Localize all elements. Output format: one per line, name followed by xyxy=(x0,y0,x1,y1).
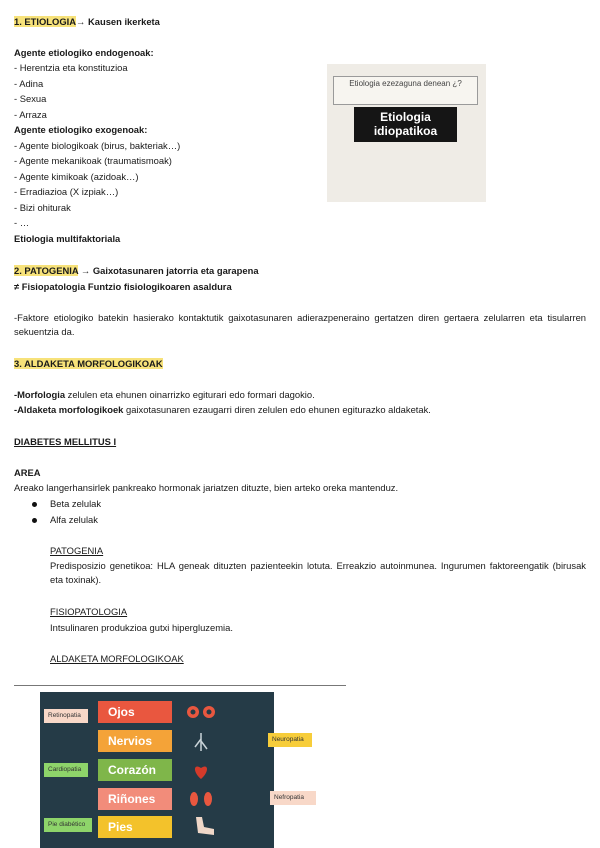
tag-pie-diabetico: Pie diabético xyxy=(44,818,92,832)
tag-cardiopatia: Cardiopatia xyxy=(44,763,88,777)
area-text: Areako langerhansirlek pankreako hormonak jariatzen dituzte, bien arteko oreka mantenduz. xyxy=(14,482,399,493)
section3-heading-label: 3. ALDAKETA MORFOLOGIKOAK xyxy=(14,358,163,369)
fisiopatologia-subtitle: FISIOPATOLOGIA xyxy=(50,606,128,617)
endo-item: - Adina xyxy=(14,78,44,89)
section1-heading-rest: → Kausen ikerketa xyxy=(76,16,160,27)
aldaketa-line xyxy=(14,403,431,416)
section2-heading-label: 2. PATOGENIA xyxy=(14,265,79,276)
fisiopatologia-text: Intsulinaren produkzioa gutxi hipergluzemia. xyxy=(50,622,233,633)
section2-heading-rest: → Gaixotasunaren jatorria eta garapena xyxy=(80,265,259,276)
list-item: Beta zelulak xyxy=(50,498,102,509)
exo-item: - Agente biologikoak (birus, bakteriak…) xyxy=(14,140,181,151)
bullet-icon xyxy=(32,502,37,507)
complications-figure xyxy=(14,692,320,848)
exo-title: Agente etiologiko exogenoak: xyxy=(14,124,148,135)
organ-ojos: Ojos xyxy=(98,701,172,723)
tag-retinopatia: Retinopatia xyxy=(44,709,88,723)
exo-item: - Agente mekanikoak (traumatismoak) xyxy=(14,155,172,166)
multifactorial-note: Etiologia multifaktoriala xyxy=(14,233,121,244)
morfologia-line xyxy=(14,388,315,401)
endo-item: - Herentzia eta konstituzioa xyxy=(14,62,128,73)
exo-item: - Agente kimikoak (azidoak…) xyxy=(14,171,139,182)
endo-item: - Arraza xyxy=(14,109,47,120)
etiology-figure xyxy=(327,64,486,202)
exo-item: - Bizi ohiturak xyxy=(14,202,71,213)
organ-rinones: Riñones xyxy=(98,788,172,810)
tag-nefropatia: Nefropatia xyxy=(270,791,316,805)
heart-icon xyxy=(195,766,207,779)
patogenia-text: Predisposizio genetikoa: HLA geneak dituzten pazienteekin lotuta. Erreakzio autoinmunea. Ingurumen faktoreengatik (birusak eta toxinak). xyxy=(50,560,586,585)
diabetes-title: DIABETES MELLITUS I xyxy=(14,436,117,447)
eyes-icon xyxy=(187,706,215,718)
aldaketa-term: -Aldaketa morfologikoek xyxy=(14,404,124,415)
section1-heading-label: 1. ETIOLOGIA xyxy=(14,16,76,27)
section1-heading xyxy=(14,15,160,28)
patogenia-paragraph: -Faktore etiologiko batekin hasierako kontaktutik gaixotasunaren adierazpeneraino gertatzen diren gertaera zelularren eta tisularren sekuentzia da. xyxy=(14,312,586,337)
morfologia-definition: zelulen eta ehunen oinarrizko egiturari edo formari dagokio. xyxy=(65,389,315,400)
endo-title: Agente etiologiko endogenoak: xyxy=(14,47,154,58)
exo-item: - … xyxy=(14,217,30,228)
nerves-icon xyxy=(195,733,207,751)
foot-icon xyxy=(196,817,214,835)
section3-heading xyxy=(14,357,163,370)
organ-nervios: Nervios xyxy=(98,730,172,752)
exo-item: - Erradiazioa (X izpiak…) xyxy=(14,186,119,197)
morfologia-term: -Morfologia xyxy=(14,389,66,400)
patogenia-subtitle: PATOGENIA xyxy=(50,545,104,556)
aldaketa-definition: gaixotasunaren ezaugarri diren zelulen edo ehunen egiturazko aldaketak. xyxy=(123,404,431,415)
area-title: AREA xyxy=(14,467,41,478)
unknown-etiology-question: Etiologia ezezaguna denean ¿? xyxy=(333,76,478,105)
organ-icons xyxy=(174,701,234,841)
list-item: Alfa zelulak xyxy=(50,514,98,525)
idiopathic-etiology-label: Etiologia idiopatikoa xyxy=(354,107,457,142)
section2-heading xyxy=(14,264,259,277)
endo-item: - Sexua xyxy=(14,93,47,104)
organ-pies: Pies xyxy=(98,816,172,838)
divider xyxy=(14,685,346,686)
tag-neuropatia: Neuropatia xyxy=(268,733,312,747)
kidneys-icon xyxy=(190,792,212,806)
fisiopatologia-note: ≠ Fisiopatologia Funtzio fisiologikoaren asaldura xyxy=(14,281,232,292)
aldaketa-subtitle: ALDAKETA MORFOLOGIKOAK xyxy=(50,653,184,664)
bullet-icon xyxy=(32,518,37,523)
organ-corazon: Corazón xyxy=(98,759,172,781)
